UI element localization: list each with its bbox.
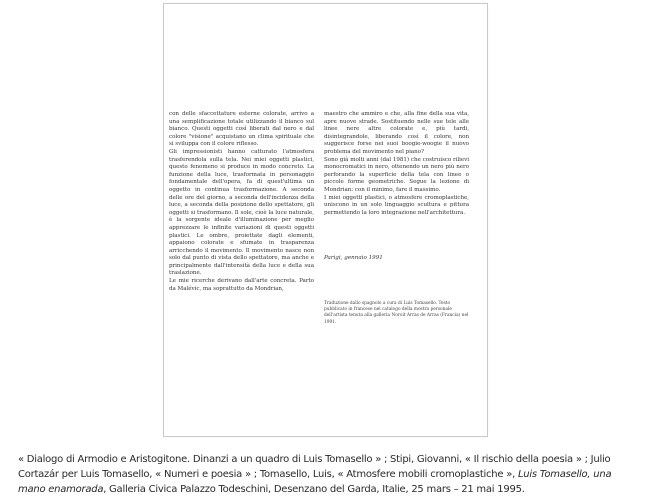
caption-italic-title: Luis Tomasello, una mano enamorada <box>18 469 612 495</box>
paragraph: I miei oggetti plastici, o atmosfere cromoplastiche, uniscono in un solo linguaggio scultura e pittura permettendo la loro integrazione nell'architettura. <box>324 194 469 216</box>
paragraph: Gli impressionisti hanno catturato l'atmosfera trasferendola sulla tela. Nei miei oggetti plastici, questo fenomeno si produce in modo concreto. La funzione della luce, trasformata in personaggio fondamentale dell'opera, fa di quest'ultima un oggetto in continua trasformazione. A seconda delle ore del giorno, a seconda dell'incidenza della luce, a seconda della posizione dello spettatore, gli oggetti si trasformano. Il sole, cioè la luce naturale, è la sorgente ideale d'illuminazione per meglio apprezzare le infinite variazioni di questi oggetti plastici. Le ombre, proiettate dagli elementi, appaiono colorate e sfumate in trasparenza arricchendo il movimento. Il movimento nasce non solo dal punto di vista dello spettatore, ma anche e principalmente dall'intensità della luce e della sua traslazione. <box>169 148 314 277</box>
paragraph: Sono già molti anni (dal 1981) che costruisco rilievi monocromatici in nero, ottenendo un nero più nero perforando la superficie della tela con linee o piccole forme geometriche. Segue la lezione di Mondrian: con il minimo, fare il massimo. <box>324 156 469 193</box>
paragraph: maestro che ammiro e che, alla fine della sua vita, apre nuove strade. Sostituendo nelle sue tele alle linee nere altre colorate e, più tardi, disintegrandole, liberando così il colore, non suggerisce forse nei suoi boogie-woogie il nuovo problema del movimento nel piano? <box>324 111 469 155</box>
paragraph: con delle sfaccettature esterne colorate, arrivo a una semplificazione totale utilizzando il bianco sul bianco. Questi oggetti così liberati dal nero e dal colore "visione" acquistano un clima spirituale che si sviluppa con il colore riflesso. <box>169 111 314 148</box>
translation-note: Traduzione dallo spagnolo a cura di Luis Tomasello. Testo pubblicato in francese nel catalogo della mostra personale dell'artista tenuta alla galleria Noroit Arras de Arras (Francia) nel 1991. <box>324 301 469 325</box>
left-text-column <box>169 111 314 293</box>
document-page <box>163 3 488 437</box>
right-text-column <box>324 111 469 217</box>
caption-text: « Dialogo di Armodio e Aristogitone. Dinanzi a un quadro di Luis Tomasello » ; Stipi, Giovanni, « Il rischio della poesia » ; Julio Cortazár per Luis Tomasello, « Numeri e poesia » ; Tomasello, Luis, « Atmosfere mobili cromoplastiche », <box>18 454 611 480</box>
image-caption <box>18 452 638 497</box>
caption-text: , Galleria Civica Palazzo Todeschini, Desenzano del Garda, Italie, 25 mars – 21 mai 1995. <box>103 484 525 495</box>
paragraph: Le mie ricerche derivano dall'arte concreta. Parto da Malévic, ma soprattutto da Mondrian, <box>169 278 314 292</box>
signature-date: Parigi, gennaio 1991 <box>324 255 383 261</box>
